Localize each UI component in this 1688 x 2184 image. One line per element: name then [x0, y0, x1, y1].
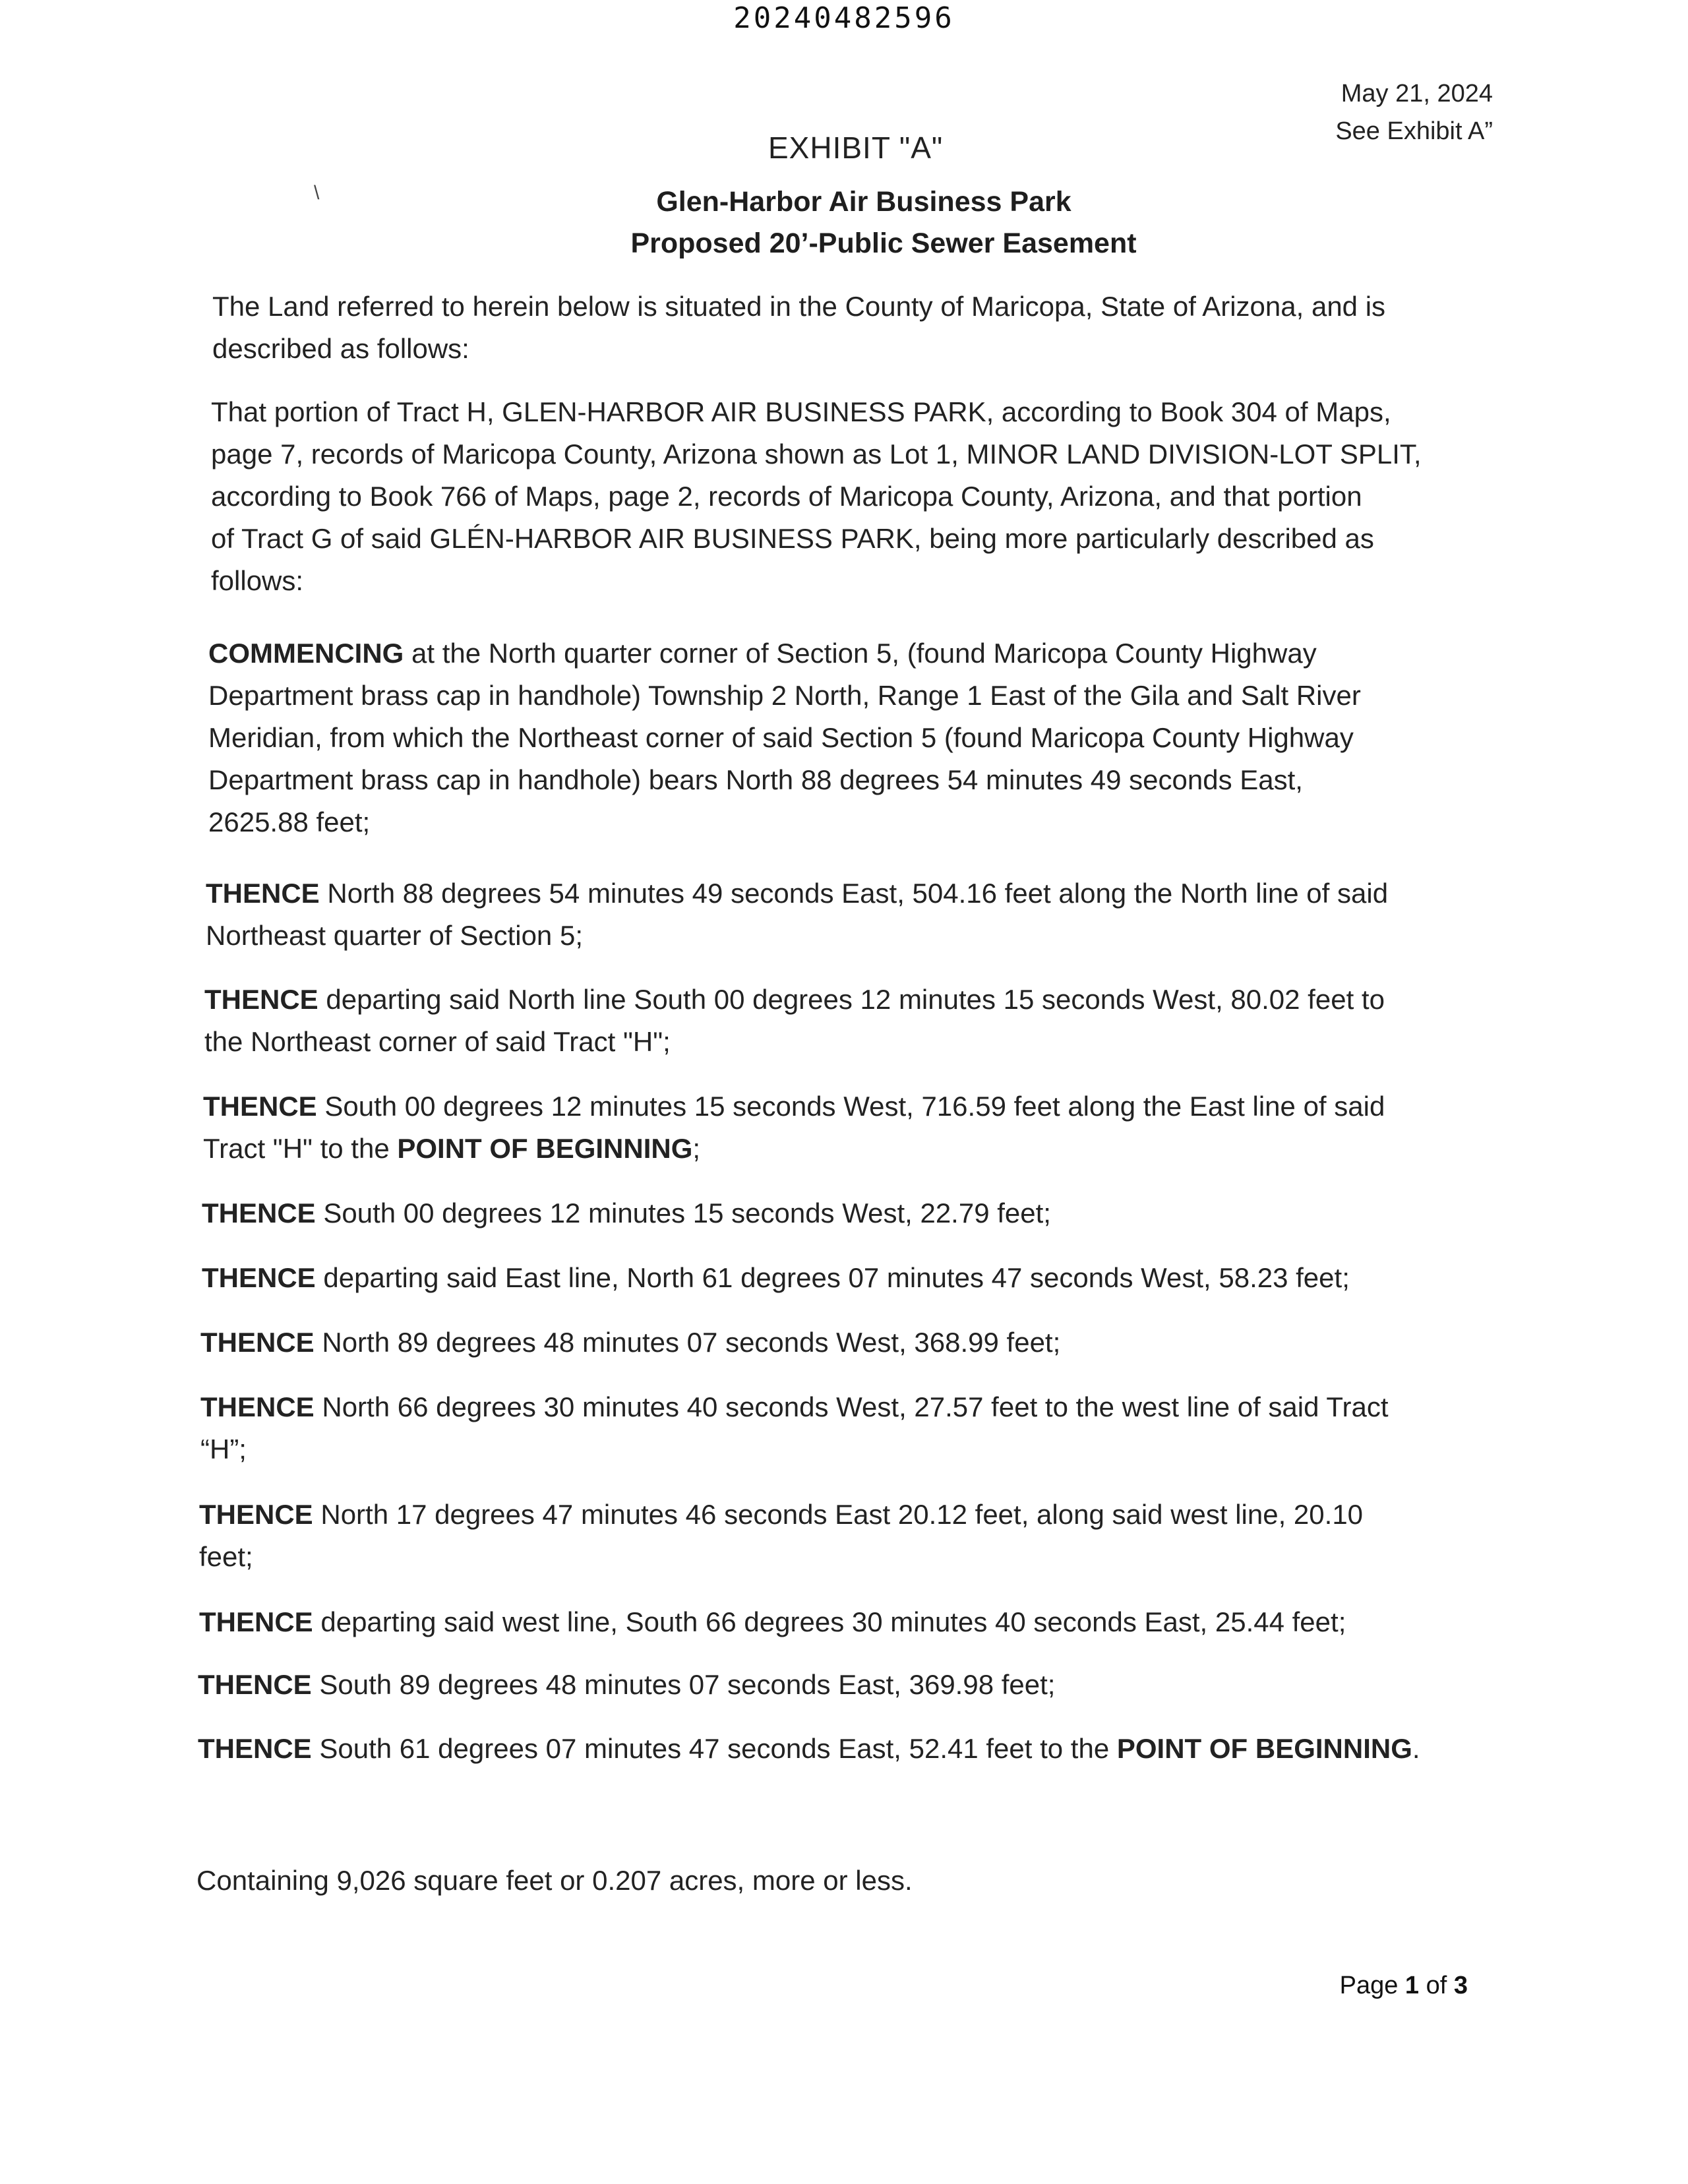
text-line: 2625.88 feet;: [208, 806, 371, 837]
course-7: [200, 1386, 1389, 1471]
area-statement: [196, 1860, 913, 1902]
text-segment: South 00 degrees 12 minutes 15 seconds West, 22.79 feet;: [315, 1198, 1051, 1228]
text-segment: departing said North line South 00 degrees 12 minutes 15 seconds West, 80.02 feet to: [318, 984, 1385, 1015]
point-of-beginning: POINT OF BEGINNING: [1116, 1733, 1412, 1764]
course-10: [198, 1664, 1055, 1706]
text-segment: South 00 degrees 12 minutes 15 seconds West, 716.59 feet along the East line of said: [316, 1091, 1385, 1122]
text-line: according to Book 766 of Maps, page 2, records of Maricopa County, Arizona, and that portion: [211, 481, 1362, 512]
text-line: follows:: [211, 565, 304, 596]
text-segment: ;: [692, 1133, 701, 1164]
thence-keyword: THENCE: [199, 1606, 313, 1637]
text-line: Containing 9,026 square feet or 0.207 acres, more or less.: [196, 1865, 913, 1896]
thence-keyword: THENCE: [204, 984, 318, 1015]
course-3: [203, 1085, 1385, 1170]
text-line: Department brass cap in handhole) Township 2 North, Range 1 East of the Gila and Salt River: [208, 680, 1361, 711]
text-line: of Tract G of said GLÉN-HARBOR AIR BUSINESS PARK, being more particularly described as: [211, 523, 1374, 554]
course-5: [202, 1257, 1350, 1299]
thence-keyword: THENCE: [203, 1091, 317, 1122]
portion-paragraph: [211, 391, 1422, 602]
thence-keyword: THENCE: [200, 1391, 315, 1422]
text-segment: departing said East line, North 61 degrees 07 minutes 47 seconds West, 58.23 feet;: [315, 1262, 1350, 1293]
thence-keyword: THENCE: [202, 1262, 316, 1293]
text-line: page 7, records of Maricopa County, Arizona shown as Lot 1, MINOR LAND DIVISION-LOT SPLIT,: [211, 439, 1422, 470]
course-8: [199, 1494, 1363, 1578]
text-line: That portion of Tract H, GLEN-HARBOR AIR BUSINESS PARK, according to Book 304 of Maps,: [211, 396, 1391, 427]
text-line: the Northeast corner of said Tract "H";: [204, 1026, 671, 1057]
text-segment: North 88 degrees 54 minutes 49 seconds East, 504.16 feet along the North line of said: [319, 878, 1389, 909]
exhibit-title: EXHIBIT "A": [768, 131, 944, 165]
thence-keyword: THENCE: [198, 1733, 312, 1764]
course-1: [206, 872, 1388, 957]
thence-keyword: THENCE: [198, 1669, 312, 1700]
stray-mark: \: [314, 182, 320, 204]
text-line: described as follows:: [212, 333, 469, 364]
text-line: feet;: [199, 1541, 253, 1572]
text-segment: North 66 degrees 30 minutes 40 seconds West, 27.57 feet to the west line of said Tract: [314, 1391, 1389, 1422]
document-date: May 21, 2024: [1341, 80, 1493, 107]
page-current: 1: [1404, 1972, 1420, 1999]
text-segment: North 89 degrees 48 minutes 07 seconds West, 368.99 feet;: [314, 1327, 1061, 1358]
text-segment: at the North quarter corner of Section 5, (found Maricopa County Highway: [404, 638, 1317, 669]
page-number: [1340, 1972, 1468, 2000]
page-total: 3: [1453, 1972, 1468, 1999]
text-line: Meridian, from which the Northeast corner of said Section 5 (found Maricopa County Highway: [208, 722, 1354, 753]
thence-keyword: THENCE: [199, 1499, 313, 1530]
text-segment: Tract "H" to the: [203, 1133, 398, 1164]
thence-keyword: THENCE: [206, 878, 320, 909]
thence-keyword: THENCE: [200, 1327, 315, 1358]
text-segment: North 17 degrees 47 minutes 46 seconds East 20.12 feet, along said west line, 20.10: [313, 1499, 1364, 1530]
commencing-paragraph: [208, 632, 1361, 843]
page-of: of: [1419, 1972, 1454, 1999]
course-6: [200, 1321, 1060, 1364]
see-exhibit-note: See Exhibit A”: [1335, 117, 1493, 145]
commencing-keyword: COMMENCING: [208, 638, 404, 669]
page-prefix: Page: [1339, 1972, 1405, 1999]
course-11: [198, 1728, 1420, 1770]
text-segment: South 89 degrees 48 minutes 07 seconds East, 369.98 feet;: [311, 1669, 1056, 1700]
heading-easement: Proposed 20’-Public Sewer Easement: [630, 228, 1137, 259]
course-4: [202, 1192, 1051, 1234]
text-line: Department brass cap in handhole) bears North 88 degrees 54 minutes 49 seconds East,: [208, 764, 1303, 795]
text-segment: departing said west line, South 66 degrees 30 minutes 40 seconds East, 25.44 feet;: [313, 1606, 1346, 1637]
recording-number: 20240482596: [733, 1, 955, 35]
text-line: The Land referred to herein below is situated in the County of Maricopa, State of Arizona, and is: [212, 291, 1386, 322]
course-9: [199, 1601, 1346, 1643]
point-of-beginning: POINT OF BEGINNING: [397, 1133, 693, 1164]
thence-keyword: THENCE: [202, 1198, 316, 1228]
text-segment: .: [1412, 1733, 1420, 1764]
text-line: Northeast quarter of Section 5;: [206, 920, 583, 951]
text-line: “H”;: [200, 1434, 247, 1465]
intro-paragraph: [212, 286, 1385, 370]
text-segment: South 61 degrees 07 minutes 47 seconds East, 52.41 feet to the: [311, 1733, 1117, 1764]
course-2: [204, 979, 1385, 1063]
heading-park-name: Glen-Harbor Air Business Park: [656, 186, 1071, 218]
